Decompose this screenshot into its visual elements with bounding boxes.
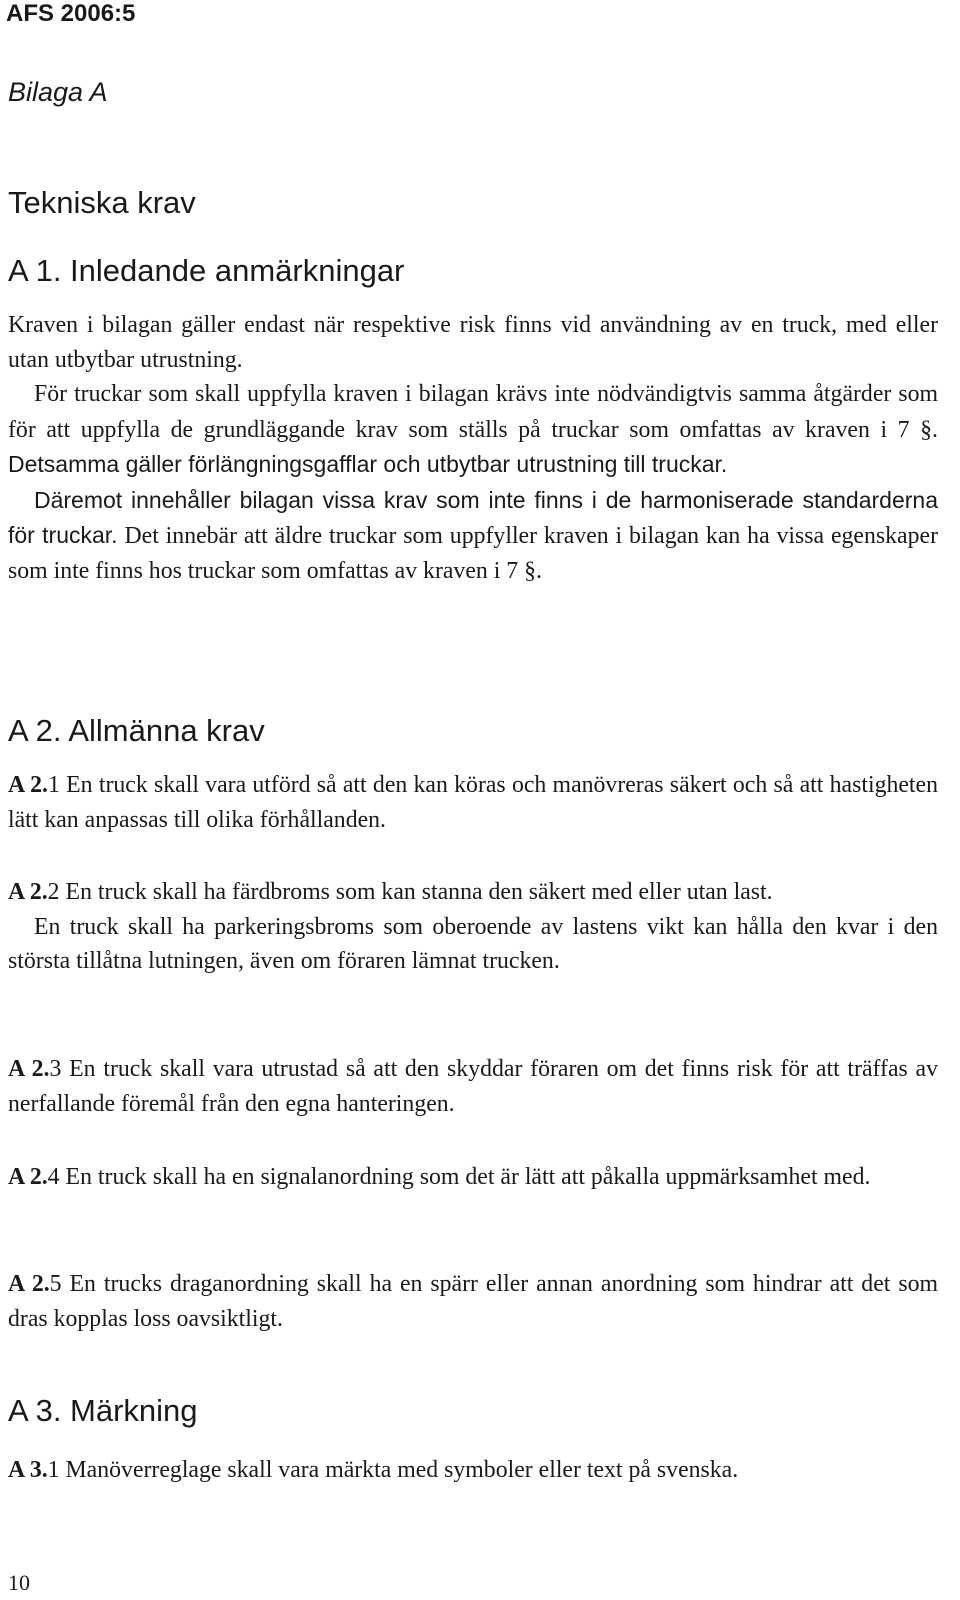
page-number: 10 bbox=[8, 1570, 30, 1595]
section-heading-a3: A 3. Märkning bbox=[8, 1393, 198, 1428]
requirement-id: A 2. bbox=[8, 1271, 50, 1297]
requirement-text: En truck skall vara utförd så att den kan köras och manövreras säkert och så att hastigheten lätt kan anpassas till olika förhållanden. bbox=[8, 772, 938, 833]
requirement-a2-4 bbox=[8, 1160, 938, 1195]
requirement-a2-5 bbox=[8, 1267, 938, 1336]
paragraph bbox=[8, 483, 938, 589]
requirement-a2-3 bbox=[8, 1052, 938, 1121]
paragraph-serif-text: För truckar som skall uppfylla kraven i bilagan krävs inte nödvändigtvis samma åtgärder som för att uppfylla de grundläggande krav som ställs på truckar som omfattas av kraven i 7 §. bbox=[8, 381, 938, 443]
paragraph-serif-text: Det innebär att äldre truckar som uppfyller kraven i bilagan kan ha vissa egenskaper som inte finns hos truckar som omfattas av kraven i 7 §. bbox=[8, 523, 938, 584]
requirement-number: 4 bbox=[47, 1164, 60, 1190]
requirement-text: En truck skall ha en signalanordning som det är lätt att påkalla uppmärksamhet med. bbox=[59, 1164, 871, 1190]
requirement-a2-2 bbox=[8, 875, 938, 979]
paragraph: Kraven i bilagan gäller endast när respektive risk finns vid användning av en truck, med eller utan utbytbar utrustning. bbox=[8, 312, 938, 373]
requirement-text: En truck skall vara utrustad så att den skyddar föraren om det finns risk för att träffas av nerfallande föremål från den egna hanteringen. bbox=[8, 1056, 938, 1117]
section-a1-body bbox=[8, 308, 938, 588]
page-title: Tekniska krav bbox=[8, 185, 196, 220]
paragraph-sans-text: Däremot innehåller bilagan vissa krav som inte finns i de harmoniserade standarderna för truckar. bbox=[8, 486, 938, 548]
document-code: AFS 2006:5 bbox=[6, 0, 136, 27]
requirement-id: A 2. bbox=[8, 772, 48, 798]
requirement-id: A 2. bbox=[8, 879, 48, 905]
appendix-label: Bilaga A bbox=[8, 77, 108, 107]
paragraph bbox=[8, 377, 938, 483]
paragraph-sans-text: Detsamma gäller förlängningsgafflar och utbytbar utrustning till truckar. bbox=[8, 451, 728, 477]
requirement-a3-1 bbox=[8, 1453, 938, 1488]
requirement-number: 2 bbox=[47, 879, 60, 905]
requirement-number: 3 bbox=[49, 1056, 62, 1082]
requirement-number: 1 bbox=[47, 1457, 60, 1483]
requirement-text: En truck skall ha färdbroms som kan stanna den säkert med eller utan last. bbox=[59, 879, 773, 905]
requirement-id: A 2. bbox=[8, 1164, 48, 1190]
requirement-text: Manöverreglage skall vara märkta med symboler eller text på svenska. bbox=[59, 1457, 739, 1483]
requirement-id: A 2. bbox=[8, 1056, 50, 1082]
requirement-id: A 3. bbox=[8, 1457, 48, 1483]
requirement-text: En trucks draganordning skall ha en spärr eller annan anordning som hindrar att det som dras kopplas loss oavsiktligt. bbox=[8, 1271, 938, 1332]
section-heading-a1: A 1. Inledande anmärkningar bbox=[8, 253, 405, 288]
requirement-a2-1 bbox=[8, 768, 938, 837]
section-heading-a2: A 2. Allmänna krav bbox=[8, 713, 265, 748]
requirement-extra-text: En truck skall ha parkeringsbroms som oberoende av lastens vikt kan hålla den kvar i den största tillåtna lutningen, även om föraren lämnat trucken. bbox=[8, 913, 938, 974]
requirement-number: 5 bbox=[49, 1271, 62, 1297]
requirement-number: 1 bbox=[47, 772, 60, 798]
